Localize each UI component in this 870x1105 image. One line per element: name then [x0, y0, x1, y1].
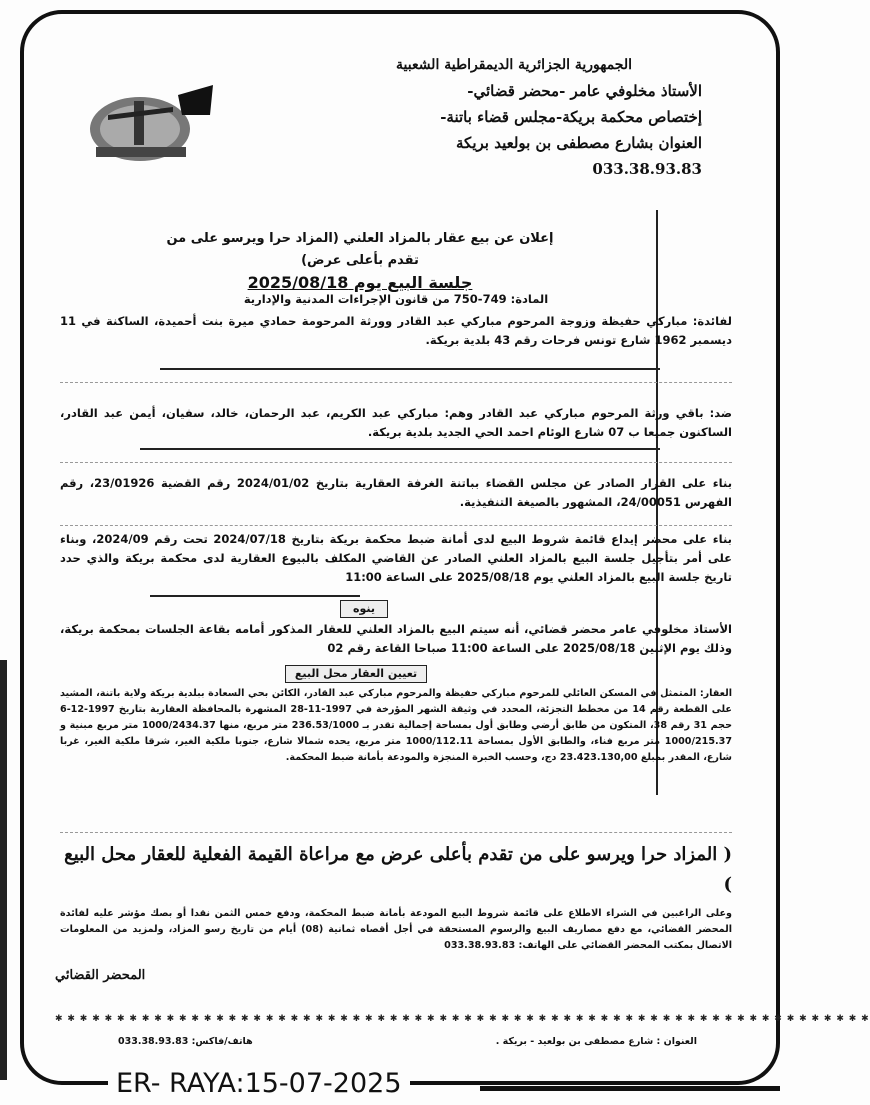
republic-name: الجمهورية الجزائرية الديمقراطية الشعبية	[395, 57, 632, 73]
court-decision-paragraph: بناء على القرار الصادر عن مجلس القضاء بباتنة الغرفة العقارية بتاريخ 2024/01/02 رقم القضية 23/01926، رقم الفهرس 24/00051، المشهور بالصيغة التنفيذية.	[60, 476, 733, 509]
divider	[160, 368, 660, 370]
office-phone: 033.38.93.83	[592, 160, 702, 178]
deposit-paragraph: بناء على محضر إيداع قائمة شروط البيع لدى أمانة ضبط محكمة بريكة بتاريخ 2024/07/18 تحت رقم 2024/09، وبناء على أمر بتأجيل جلسة البيع بالمزاد العلني الصادر عن القاضي المكلف بالبيوع العقارية لدى محكمة بريكة والذي حدد تاريخ جلسة البيع بالمزاد العلني يوم 2025/08/18 على الساعة 11:00	[60, 532, 732, 584]
notice-title	[160, 228, 560, 294]
bailiff-name: الأستاذ مخلوفي عامر -محضر قضائي-	[467, 82, 702, 100]
scan-edge	[0, 660, 7, 1080]
signer: المحضر القضائي	[55, 968, 146, 983]
dashed-separator	[60, 832, 732, 833]
legal-basis: المادة: 749-750 من قانون الإجراءات المدنية والإدارية	[243, 292, 549, 306]
defendant-paragraph: ضد: باقي ورثة المرحوم مباركي عبد القادر وهم: مباركي عبد الكريم، عبد الرحمان، خالد، سفيان، أيمن عبد القادر، الساكنون جميعا ب 07 شارع الوئام احمد الحي الجديد بلدية بريكة.	[60, 406, 732, 439]
divider	[140, 448, 660, 450]
dashed-separator	[60, 525, 732, 526]
notice-label: ينوه	[340, 600, 388, 618]
claimant-paragraph: لفائدة: مباركي حفيظة وزوجة المرحوم مباركي عبد القادر وورثة المرحومة حمادي ميرة بنت أحميدة، الساكنة في 11 ديسمبر 1962 شارع تونس فرحات رقم 43 بلدية بريكة.	[60, 314, 732, 347]
footer-phone: هاتف/فاكس: 033.38.93.83	[118, 1036, 253, 1047]
bottom-rule	[480, 1086, 780, 1091]
title-main: إعلان عن بيع عقار بالمزاد العلني (المزاد حرا ويرسو على من تقدم بأعلى عرض)	[166, 231, 554, 268]
dashed-separator	[60, 382, 732, 383]
announcement-paragraph: الأستاذ مخلوفي عامر محضر قضائي، أنه سيتم البيع بالمزاد العلني للعقار المذكور أمامه بقاعة الجلسات بمحكمة بريكة، وذلك يوم الإثنين 2025/08/18 على الساعة 11:00 صباحا القاعة رقم 02	[60, 622, 732, 655]
dashed-separator	[60, 462, 732, 463]
footer-address: العنوان : شارع مصطفى بن بولعيد - بريكة .	[495, 1036, 697, 1047]
title-session-date: جلسة البيع يوم 2025/08/18	[247, 273, 473, 292]
auction-notice: ( المزاد حرا ويرسو على من تقدم بأعلى عرض مع مراعاة القيمة الفعلية للعقار محل البيع )	[64, 844, 732, 895]
property-label: تعيين العقار محل البيع	[285, 665, 427, 683]
letterhead	[182, 52, 702, 182]
closing-paragraph: وعلى الراغبين في الشراء الاطلاع على قائمة شروط البيع المودعة بأمانة ضبط المحكمة، ودفع خمس الثمن نقدا أو بصك مؤشر عليه لفائدة المحضر القضائي، مع دفع مصاريف البيع والرسوم المستحقة في أجل أقصاه ثمانية (08) أيام من تاريخ رسو المزاد، ولمزيد من المعلومات الاتصال بمكتب المحضر القضائي على الهاتف: 033.38.93.83	[60, 908, 732, 951]
jurisdiction: إختصاص محكمة بريكة-مجلس قضاء باتنة-	[440, 108, 702, 126]
property-description: العقار: المتمثل في المسكن العائلي للمرحوم مباركي حفيظة والمرحوم مباركي عبد القادر، الكائن بحي السعادة ببلدية بريكة ولاية باتنة، المشيد على القطعة رقم 14 من مخطط التجزئة، المحدد في وثيقة الشهر المؤرخة في 1997-11-28 المشهرة بالمحافظة العقارية بتاريخ 1997-12-6 حجم 31 رقم 38، المتكون من طابق أرضي وطابق أول بمساحة إجمالية تقدر بـ 236.53/1000 متر مربع، منها 1000/2434.37 متر مربع مبنية و 1000/215.37 متر مربع فناء، والطابق الأول بمساحة 1000/112.11 متر مربع، يحده شمالا شارع، جنوبا ملكية الغير، شرقا ملكية الغير، غربا شارع، المقدر بمبلغ 23.423.130,00 دج، وحسب الخبرة المنجزة والمودعة بأمانة ضبط المحكمة.	[60, 688, 732, 763]
office-address: العنوان بشارع مصطفى بن بولعيد بريكة	[456, 134, 702, 152]
star-separator: ✱ ✱ ✱ ✱ ✱ ✱ ✱ ✱ ✱ ✱ ✱ ✱ ✱ ✱ ✱ ✱ ✱ ✱ ✱ ✱ ✱ ✱ ✱ ✱ ✱ ✱ ✱ ✱ ✱ ✱ ✱ ✱ ✱ ✱ ✱ ✱ ✱ ✱ ✱ ✱ ✱ ✱ ✱ ✱ ✱ ✱ ✱ ✱ ✱ ✱ ✱ ✱ ✱ ✱ ✱ ✱ ✱ ✱ ✱ ✱ ✱ ✱ ✱ ✱ ✱ ✱	[55, 1014, 870, 1024]
publication-stamp: ER- RAYA:15-07-2025	[108, 1068, 410, 1099]
scales-of-justice-logo	[78, 85, 218, 167]
divider	[150, 595, 360, 597]
